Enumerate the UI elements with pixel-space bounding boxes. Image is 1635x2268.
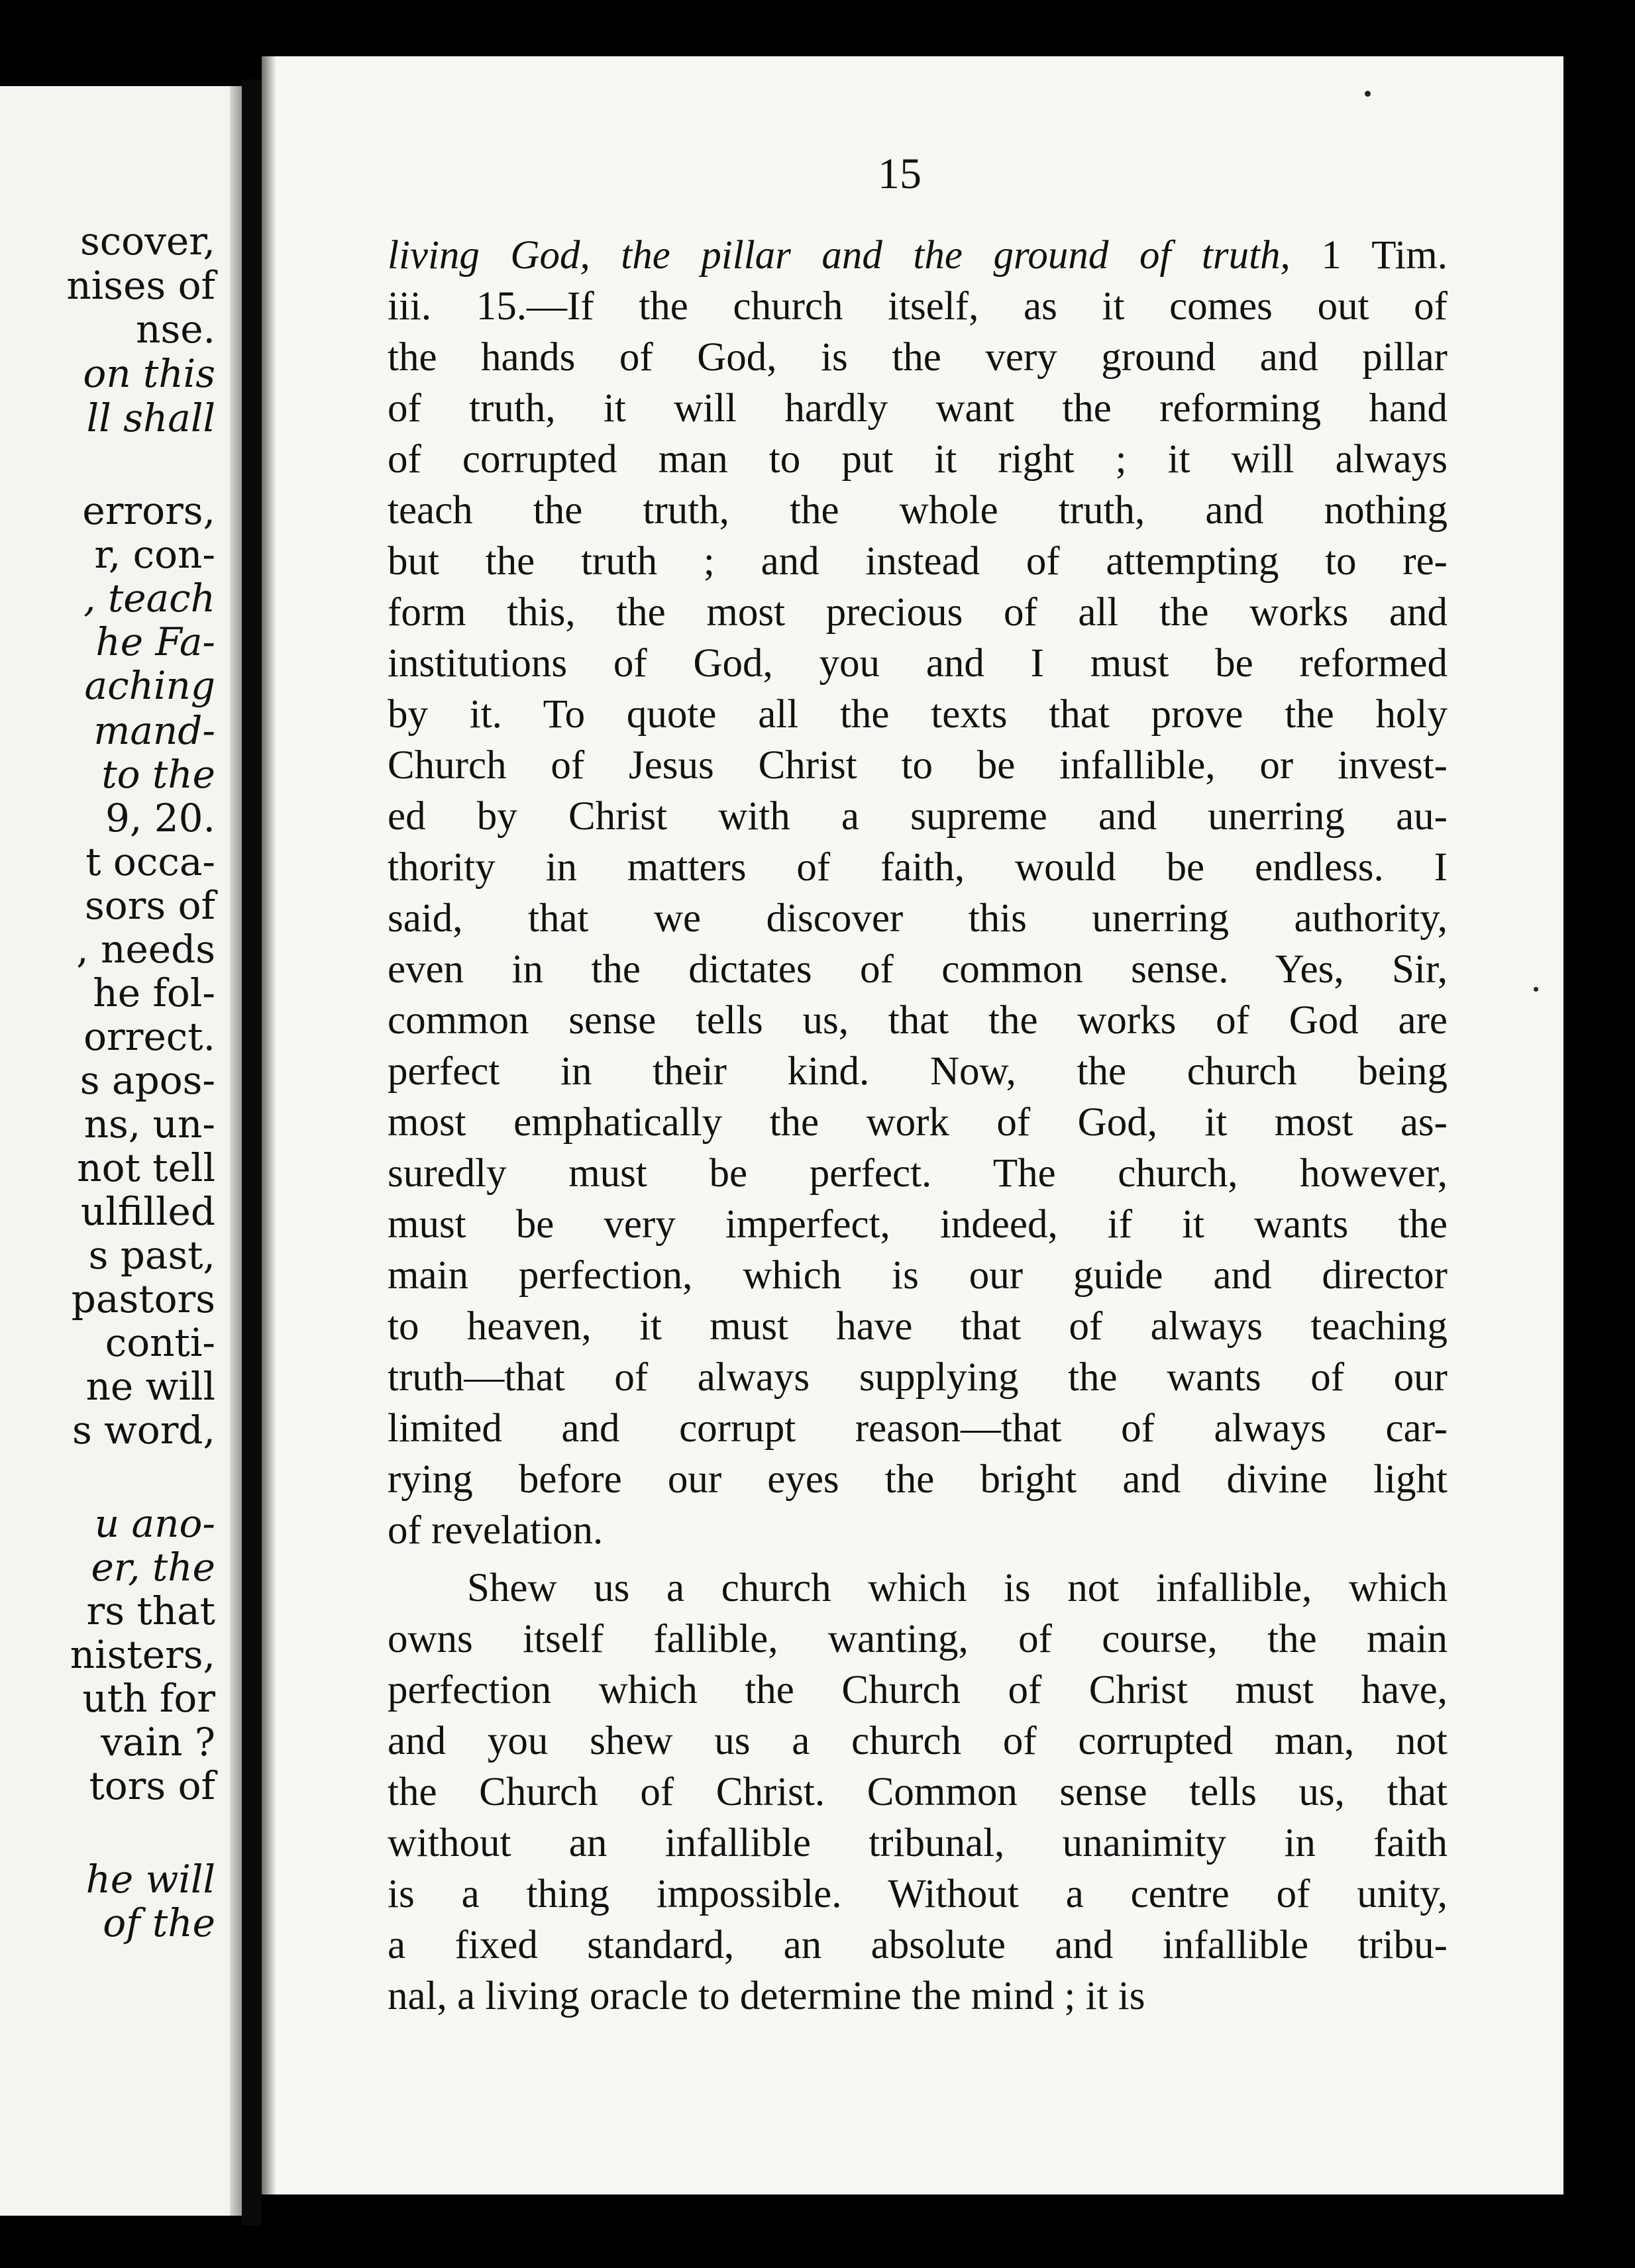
text-line: ed by Christ with a supreme and unerring au- — [388, 794, 1448, 839]
right-page-gutter-shadow — [262, 56, 276, 2194]
body-text — [388, 230, 1448, 2022]
text-line: without an infallible tribunal, unanimity in faith — [388, 1821, 1448, 1865]
left-page-line: of the — [103, 1900, 215, 1945]
left-page-line: to the — [101, 752, 215, 797]
left-page-line: u ano- — [94, 1501, 215, 1546]
left-page-line: not tell — [77, 1145, 215, 1190]
text-line: said, that we discover this unerring authority, — [388, 896, 1448, 941]
text-line: rying before our eyes the bright and divine light — [388, 1457, 1448, 1502]
left-page-line: , teach — [83, 576, 215, 621]
text-line: Shew us a church which is not infallible, which — [467, 1566, 1448, 1610]
text-line: the Church of Christ. Common sense tells us, that — [388, 1770, 1448, 1814]
text-line: of revelation. — [388, 1508, 604, 1553]
italic-quotation: living God, the pillar and the ground of truth, — [388, 233, 1291, 278]
text-line: must be very imperfect, indeed, if it wants the — [388, 1202, 1448, 1247]
text-line: perfect in their kind. Now, the church being — [388, 1049, 1448, 1094]
left-page-line: , needs — [76, 927, 215, 972]
paragraph-2 — [388, 1563, 1448, 2022]
text-line: owns itself fallible, wanting, of course, the main — [388, 1617, 1448, 1661]
left-page-line: nse. — [136, 307, 215, 352]
text-line: nal, a living oracle to determine the mind ; it is — [388, 1974, 1145, 2018]
left-page-line: r, con- — [94, 532, 215, 577]
text-line: a fixed standard, an absolute and infallible tribu- — [388, 1923, 1448, 1967]
text-line: iii. 15.—If the church itself, as it comes out of — [388, 284, 1448, 329]
text-line: is a thing impossible. Without a centre of unity, — [388, 1872, 1448, 1916]
text-line: the hands of God, is the very ground and pillar — [388, 335, 1448, 380]
text-line: Church of Jesus Christ to be infallible, or invest- — [388, 743, 1448, 788]
left-page-line: rs that — [86, 1588, 215, 1633]
left-page-line: ns, un- — [83, 1102, 215, 1147]
text-line: of corrupted man to put it right ; it will always — [388, 437, 1448, 482]
first-text-line — [388, 230, 1448, 281]
text-line: truth—that of always supplying the wants of our — [388, 1355, 1448, 1400]
left-page-line: mand- — [93, 708, 215, 753]
left-page-fragment — [0, 86, 242, 2216]
right-page — [262, 56, 1563, 2194]
left-page-line: vain ? — [101, 1720, 215, 1765]
left-page-gutter-shadow — [230, 86, 242, 2216]
text-line: suredly must be perfect. The church, however, — [388, 1151, 1448, 1196]
left-page-line: s word, — [72, 1408, 215, 1453]
left-page-line: he Fa- — [95, 619, 215, 664]
text-line: most emphatically the work of God, it most as- — [388, 1100, 1448, 1145]
left-page-line: s apos- — [79, 1058, 215, 1103]
page-number: 15 — [878, 150, 922, 198]
text-line: limited and corrupt reason—that of always car- — [388, 1406, 1448, 1451]
left-page-line: nises of — [66, 263, 215, 308]
citation-text: 1 Tim. — [1290, 233, 1448, 278]
text-line: but the truth ; and instead of attempting to re- — [388, 539, 1448, 584]
left-page-line: sors of — [85, 883, 215, 928]
text-line: to heaven, it must have that of always teaching — [388, 1304, 1448, 1349]
left-page-line: errors, — [82, 488, 215, 533]
left-page-line: orrect. — [83, 1014, 215, 1059]
left-page-line: conti- — [105, 1320, 215, 1365]
text-line: institutions of God, you and I must be reformed — [388, 641, 1448, 686]
text-line: form this, the most precious of all the works and — [388, 590, 1448, 635]
paragraph-1 — [388, 281, 1448, 1556]
ink-speck — [1365, 91, 1371, 97]
left-page-line: uth for — [82, 1676, 215, 1721]
left-page-line: tors of — [89, 1763, 215, 1808]
text-line: and you shew us a church of corrupted man, not — [388, 1719, 1448, 1763]
text-line: thority in matters of faith, would be endless. I — [388, 845, 1448, 890]
left-page-line: pastors — [71, 1276, 215, 1321]
left-page-line: on this — [83, 351, 215, 396]
left-page-line: aching — [84, 663, 215, 708]
left-page-line: he will — [85, 1857, 215, 1902]
left-page-line: er, the — [91, 1545, 215, 1590]
text-line: teach the truth, the whole truth, and nothing — [388, 488, 1448, 533]
left-page-line: ne will — [85, 1364, 215, 1409]
left-page-line: s past, — [88, 1233, 215, 1278]
ink-speck — [1534, 987, 1538, 992]
text-line: perfection which the Church of Christ must have, — [388, 1668, 1448, 1712]
left-page-line: ulfilled — [80, 1189, 215, 1234]
text-line: main perfection, which is our guide and director — [388, 1253, 1448, 1298]
left-page-line: he fol- — [93, 970, 215, 1015]
text-line: even in the dictates of common sense. Yes, Sir, — [388, 947, 1448, 992]
text-line: of truth, it will hardly want the reforming hand — [388, 386, 1448, 431]
text-line: by it. To quote all the texts that prove the holy — [388, 692, 1448, 737]
book-spine — [242, 79, 262, 2226]
left-page-line: t occa- — [85, 839, 215, 884]
left-page-line: ll shall — [86, 395, 215, 440]
left-page-line: scover, — [79, 219, 215, 264]
left-page-line: nisters, — [70, 1632, 215, 1677]
text-line: common sense tells us, that the works of God are — [388, 998, 1448, 1043]
left-page-line: 9, 20. — [105, 796, 215, 841]
